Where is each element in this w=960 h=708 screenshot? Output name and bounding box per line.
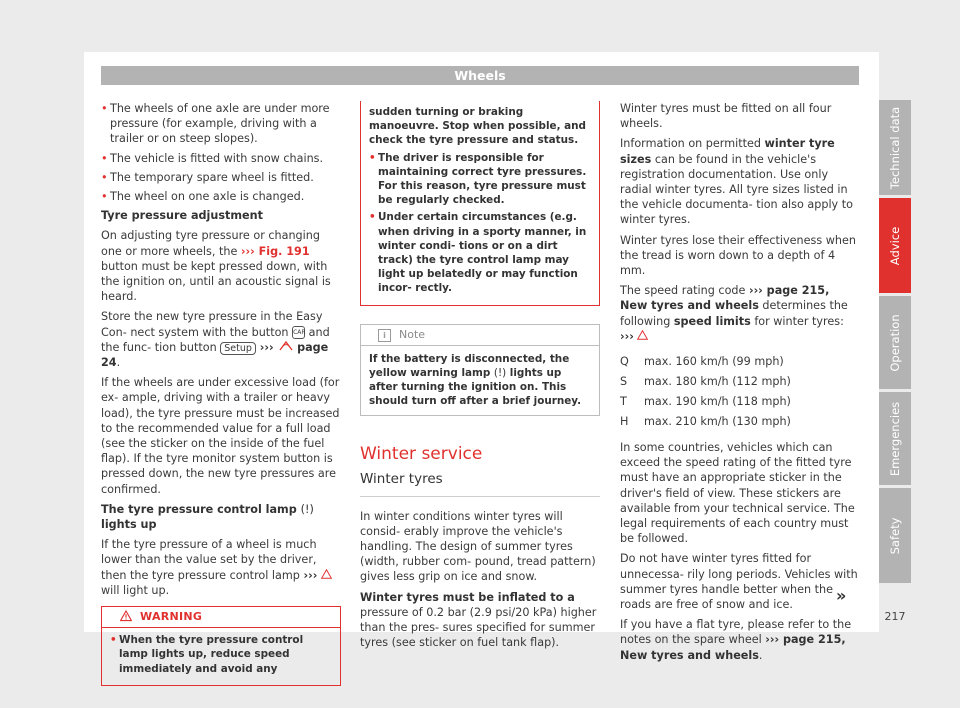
tab-safety[interactable]: Safety <box>879 488 911 583</box>
paragraph: Winter tyres must be fitted on all four wheels. <box>620 102 832 131</box>
setup-key: Setup <box>220 342 256 355</box>
speed-limits-list <box>620 352 860 432</box>
warning-text: sudden turning or braking manoeuvre. Stop when possible, and check the tyre pressure and status. <box>369 106 586 147</box>
paragraph: Do not have winter tyres fitted for unnecessa- rily long periods. Vehicles with summer tyres handle better when the roads are free of snow and ice. <box>620 552 858 612</box>
paragraph: Store the new tyre pressure in the Easy Con- nect system with the button CAR and the func- tion button Setup ››› page 24. <box>101 310 330 370</box>
paragraph: Winter tyres lose their effectiveness when the tread is worn down to a depth of 4 mm. <box>620 233 856 278</box>
warning-triangle-icon <box>120 610 132 622</box>
list-item: Q max. 160 km/h (99 mph) <box>620 355 784 369</box>
tab-operation[interactable]: Operation <box>879 296 911 389</box>
note-box <box>360 324 600 417</box>
page-24-link[interactable]: page 24 <box>101 340 329 370</box>
tyre-pressure-lamp-icon: (!) <box>493 366 507 379</box>
warning-header: WARNING <box>102 607 340 628</box>
section-subtitle: Winter tyres <box>360 472 600 496</box>
paragraph: Winter tyres must be inflated to a pressure of 0.2 bar (2.9 psi/20 kPa) higher than the pres- sures specified for summer tyres (see sticker on fuel tank flap). <box>360 590 597 650</box>
paragraph: On adjusting tyre pressure or changing one or more wheels, the ››› Fig. 191 button must be kept pressed down, with the ignition on, until an acoustic signal is heard. <box>101 229 331 304</box>
column-3 <box>620 101 860 668</box>
paragraph: Information on permitted winter tyre sizes can be found in the vehicle's registration documentation. Use only radial winter tyres. All tyre sizes listed in the vehicle documenta- tion also apply to winter tyres. <box>620 137 853 227</box>
column-2 <box>360 101 600 655</box>
warning-box <box>101 606 341 686</box>
list-item: • The vehicle is fitted with snow chains. <box>101 151 324 165</box>
paragraph: If the wheels are under excessive load (for ex- ample, driving with a trailer or heavy load), the tyre pressure must be increased to the recommended value for a full load (see the sticker on the inside of the fuel flap). If the tyre monitor system button is pressed down, the new tyre pressures are confirmed. <box>101 376 340 496</box>
info-icon: i <box>378 329 391 342</box>
list-item: T max. 190 km/h (118 mph) <box>620 395 791 409</box>
list-item: • The wheels of one axle are under more pressure (for example, driving with a trailer or on steep slopes). <box>101 102 330 146</box>
page-number: 217 <box>884 610 906 623</box>
warning-body <box>102 628 340 685</box>
subheading-adjustment: Tyre pressure adjustment <box>101 209 263 223</box>
paragraph: In winter conditions winter tyres will consid- erably improve the vehicle's handling. The design of summer tyres (width, rubber com- pound, tread pattern) gives less grip on ice and snow. <box>360 509 596 584</box>
warning-box-continued <box>360 101 600 306</box>
subheading-lamp: The tyre pressure control lamp (!) lights up <box>101 502 314 532</box>
list-item: • Under certain circumstances (e.g. when driving in a sporty manner, in winter condi- tions or on a dirt track) the tyre control lamp may light up belatedly or may function incor- rectly. <box>369 211 587 295</box>
tab-advice[interactable]: Advice <box>879 198 911 293</box>
section-title: Winter service <box>360 444 483 465</box>
list-item: • The temporary spare wheel is fitted. <box>101 170 314 184</box>
fig-191-link[interactable]: ››› Fig. 191 <box>240 244 310 258</box>
note-header: i Note <box>361 325 599 346</box>
column-1 <box>101 101 341 686</box>
list-item: • The wheel on one axle is changed. <box>101 190 305 204</box>
list-item: • When the tyre pressure control lamp lights up, reduce speed immediately and avoid any <box>110 634 304 675</box>
easy-connect-icon <box>278 340 294 352</box>
paragraph: If you have a flat tyre, please refer to the notes on the spare wheel ››› page 215, New tyres and wheels. <box>620 618 852 662</box>
tyre-pressure-lamp-icon: (!) <box>300 502 314 516</box>
tab-technical-data[interactable]: Technical data <box>879 100 911 195</box>
paragraph: If the tyre pressure of a wheel is much lower than the value set by the driver, then the tyre pressure control lamp ››› will light up. <box>101 537 341 598</box>
note-body: If the battery is disconnected, the yellow warning lamp (!) lights up after turning the ignition on. This should turn off after a brief journey. <box>369 352 582 408</box>
paragraph: The speed rating code ››› page 215, New tyres and wheels determines the following speed limits for winter tyres: ››› <box>620 284 848 343</box>
paragraph: In some countries, vehicles which can exceed the speed rating of the fitted tyre must have an appropriate sticker in the driver's field of view. These stickers are available from your technical service. The legal requirements of each country must be followed. <box>620 441 855 546</box>
continue-icon: » <box>836 586 847 605</box>
tab-emergencies[interactable]: Emergencies <box>879 392 911 485</box>
page-215-link[interactable]: ››› page 215, New tyres and wheels <box>620 633 846 662</box>
car-button-icon: CAR <box>292 326 305 339</box>
page-header: Wheels <box>101 66 859 85</box>
list-item: H max. 210 km/h (130 mph) <box>620 415 791 429</box>
warning-triangle-icon <box>637 330 648 340</box>
list-item: S max. 180 km/h (112 mph) <box>620 375 791 389</box>
list-item: • The driver is responsible for maintaining correct tyre pressures. For this reason, tyre pressure must be regularly checked. <box>369 151 587 207</box>
warning-triangle-icon <box>321 569 332 579</box>
page-215-link[interactable]: ››› page 215, New tyres and wheels <box>620 284 830 313</box>
